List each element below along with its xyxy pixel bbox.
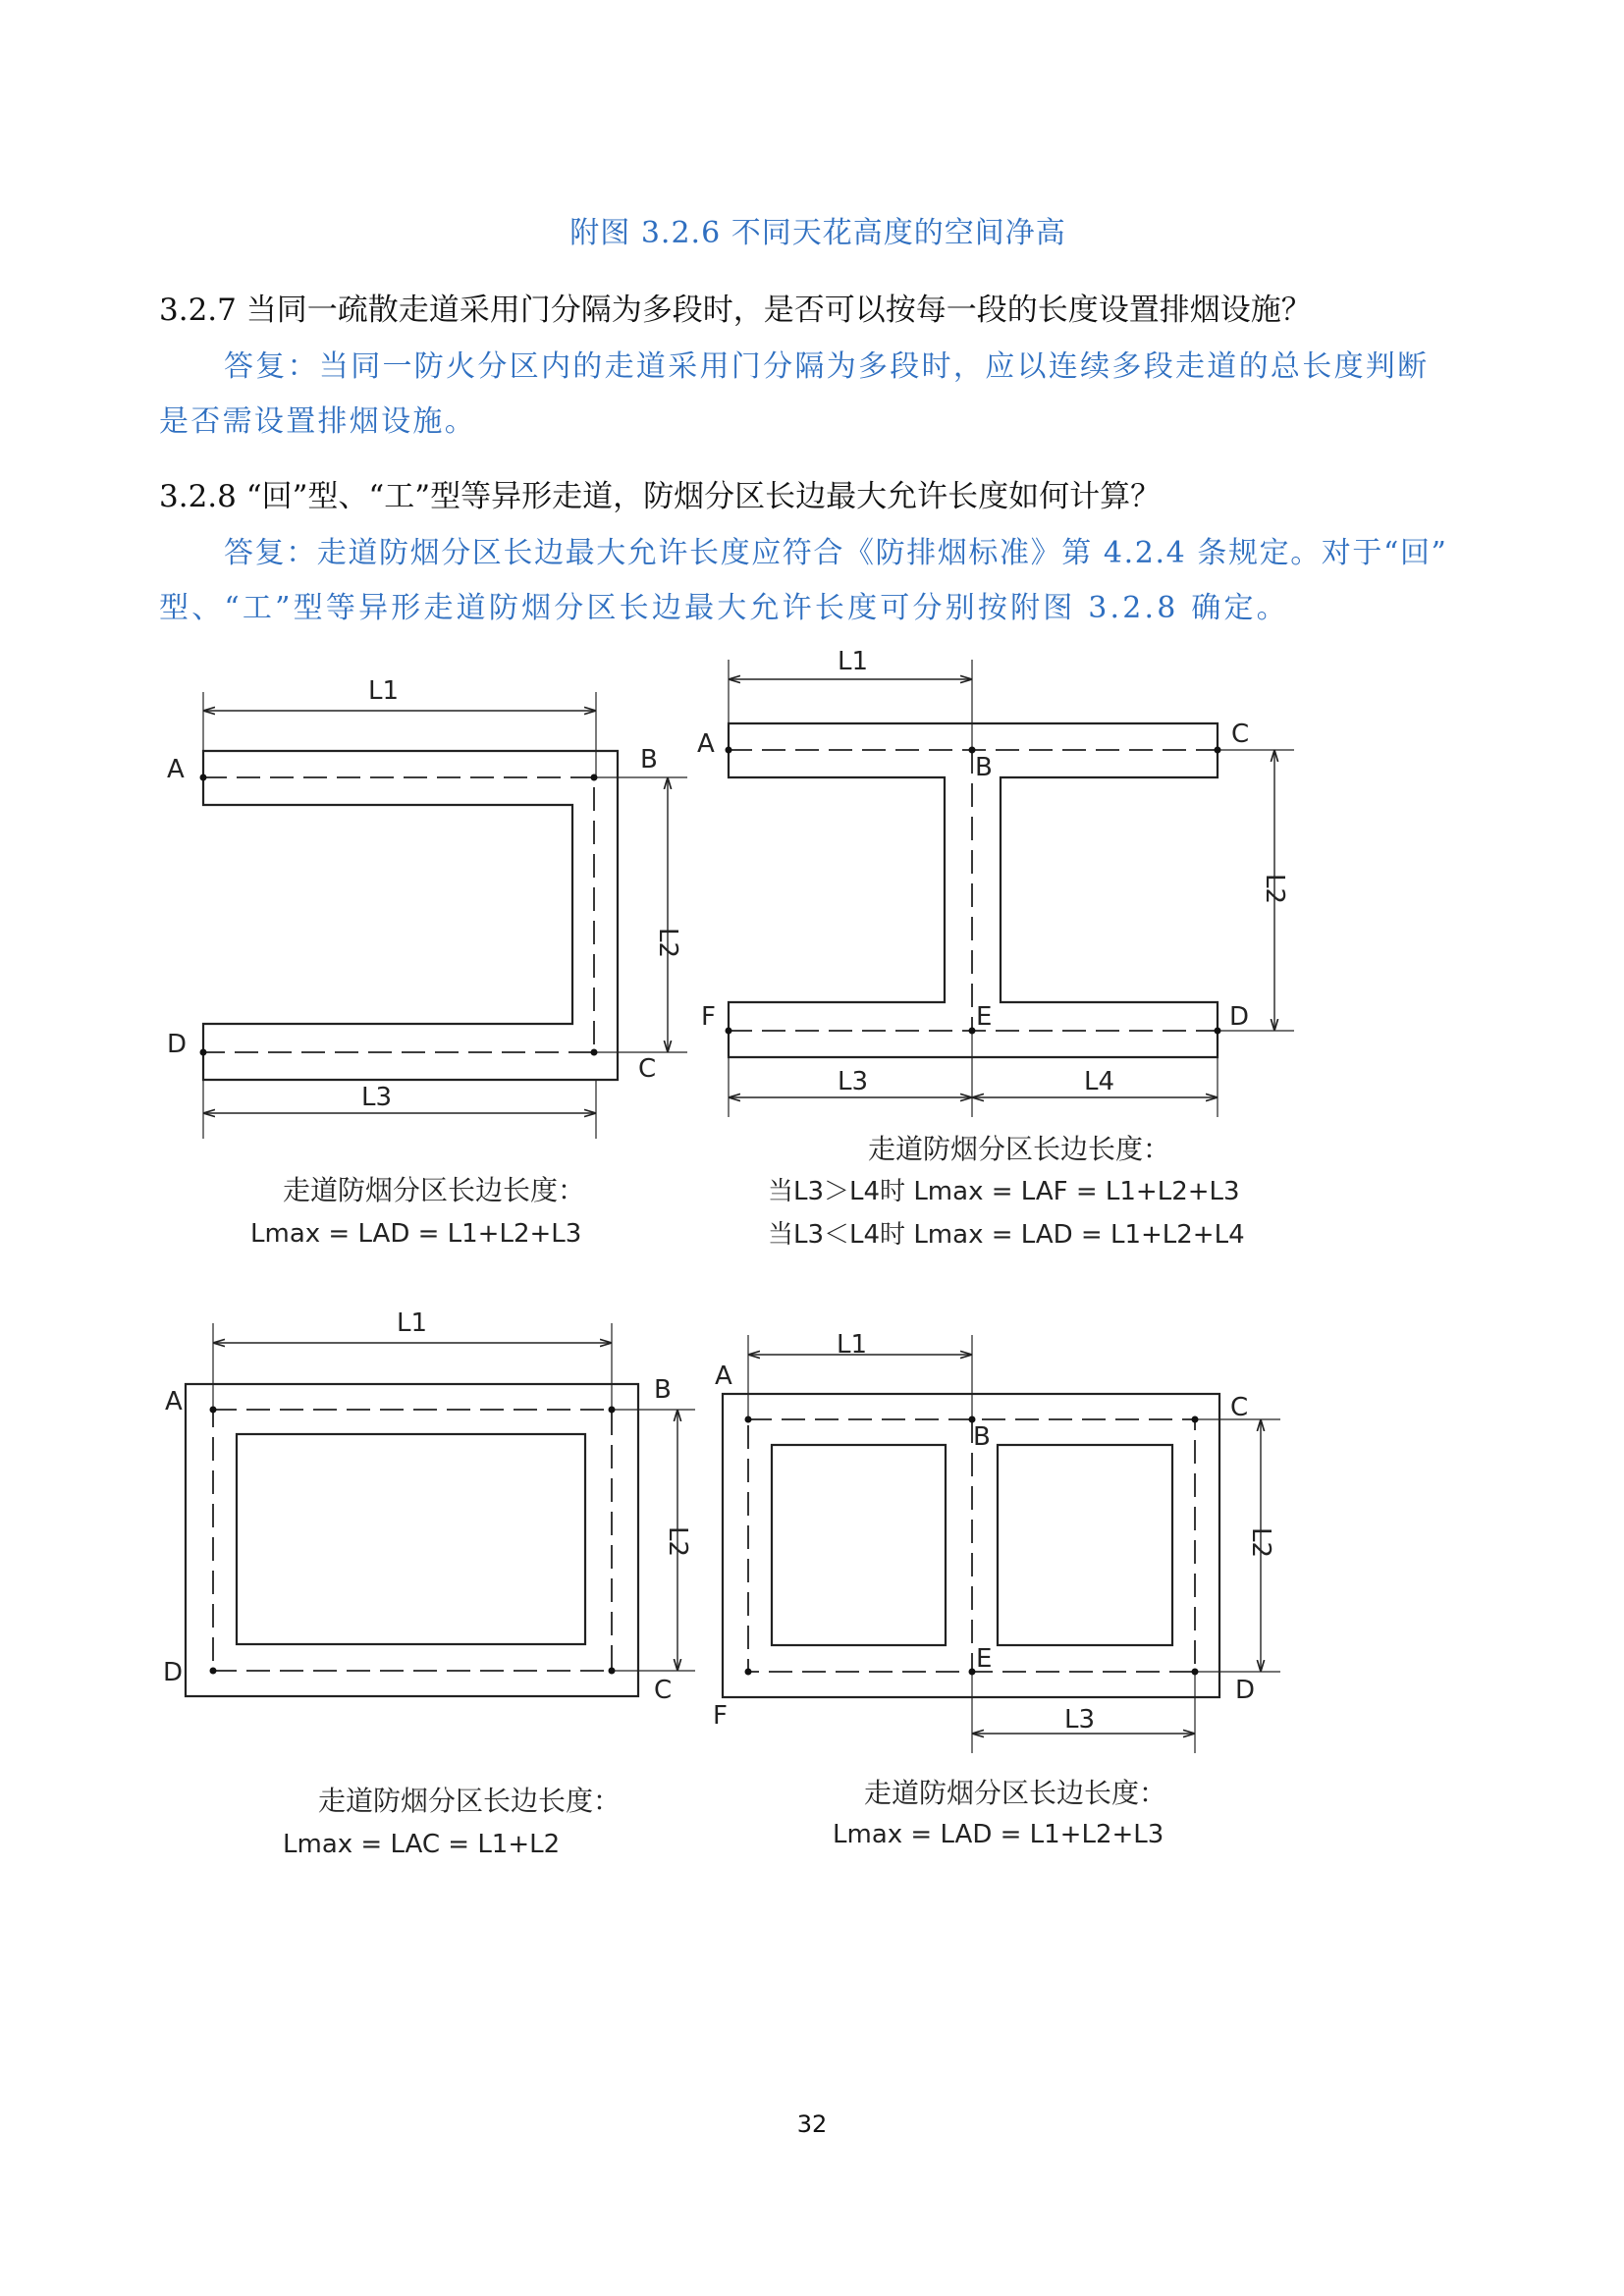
ring-points xyxy=(210,1407,616,1675)
i-point-f: F xyxy=(701,1002,716,1032)
dring-point-f: F xyxy=(713,1701,728,1731)
ring-point-d: D xyxy=(163,1658,184,1687)
double-ring-diagram xyxy=(723,1335,1280,1753)
ring-formula: Lmax = LAC = L1+L2 xyxy=(283,1830,561,1859)
dring-point-b: B xyxy=(973,1422,991,1452)
answer-3-2-8-line1: 答复：走道防烟分区长边最大允许长度应符合《防排烟标准》第 4.2.4 条规定。对于“回” xyxy=(224,536,1448,570)
double-ring-title: 走道防烟分区长边长度： xyxy=(864,1777,1167,1809)
u-dim-l2: L2 xyxy=(653,928,682,959)
u-shape-points xyxy=(200,774,598,1056)
i-shape-title: 走道防烟分区长边长度： xyxy=(868,1133,1171,1165)
u-point-b: B xyxy=(640,745,658,774)
dring-point-a: A xyxy=(715,1362,732,1391)
dring-dim-l1: L1 xyxy=(837,1330,868,1360)
ring-diagram xyxy=(186,1323,695,1696)
u-point-c: C xyxy=(638,1054,657,1084)
dring-dim-l3: L3 xyxy=(1064,1705,1096,1735)
page-number: 32 xyxy=(796,2110,828,2138)
i-dim-l3: L3 xyxy=(838,1067,869,1096)
u-point-a: A xyxy=(167,755,185,784)
i-shape-points xyxy=(726,747,1221,1035)
question-3-2-8: 3.2.8 “回”型、“工”型等异形走道，防烟分区长边最大允许长度如何计算？ xyxy=(159,479,1162,514)
i-shape-formula-2: 当L3＜L4时 Lmax = LAD = L1+L2+L4 xyxy=(768,1220,1245,1250)
answer-3-2-8-line2: 型、“工”型等异形走道防烟分区长边最大允许长度可分别按附图 3.2.8 确定。 xyxy=(159,591,1289,625)
i-point-a: A xyxy=(697,729,715,759)
ring-dim-l1: L1 xyxy=(397,1308,428,1338)
i-point-c: C xyxy=(1231,720,1250,749)
question-3-2-7: 3.2.7 当同一疏散走道采用门分隔为多段时，是否可以按每一段的长度设置排烟设施？ xyxy=(159,293,1312,328)
figure-caption: 附图 3.2.6 不同天花高度的空间净高 xyxy=(569,216,1066,250)
u-dim-l1: L1 xyxy=(368,676,400,706)
i-point-d: D xyxy=(1229,1002,1250,1032)
answer-3-2-7-line1: 答复：当同一防火分区内的走道采用门分隔为多段时，应以连续多段走道的总长度判断 xyxy=(224,349,1430,384)
i-dim-l1: L1 xyxy=(838,647,869,676)
i-shape-diagram xyxy=(729,660,1294,1117)
i-dim-l4: L4 xyxy=(1084,1067,1115,1096)
dring-dim-l2: L2 xyxy=(1246,1527,1275,1559)
ring-point-a: A xyxy=(165,1387,183,1416)
i-point-e: E xyxy=(976,1002,993,1032)
double-ring-formula: Lmax = LAD = L1+L2+L3 xyxy=(833,1820,1164,1849)
u-shape-formula: Lmax = LAD = L1+L2+L3 xyxy=(250,1219,582,1249)
dring-point-e: E xyxy=(976,1644,993,1674)
u-dim-l3: L3 xyxy=(361,1083,393,1112)
i-dim-l2: L2 xyxy=(1260,874,1289,905)
ring-point-b: B xyxy=(654,1375,672,1405)
ring-point-c: C xyxy=(654,1676,673,1705)
i-point-b: B xyxy=(975,753,993,782)
u-point-d: D xyxy=(167,1030,188,1059)
ring-dim-l2: L2 xyxy=(663,1526,692,1558)
i-shape-formula-1: 当L3＞L4时 Lmax = LAF = L1+L2+L3 xyxy=(768,1177,1240,1206)
dring-point-c: C xyxy=(1230,1393,1249,1422)
u-shape-title: 走道防烟分区长边长度： xyxy=(283,1174,586,1206)
answer-3-2-7-line2: 是否需设置排烟设施。 xyxy=(159,404,476,439)
dring-point-d: D xyxy=(1235,1676,1256,1705)
ring-title: 走道防烟分区长边长度： xyxy=(318,1785,622,1817)
u-shape-diagram xyxy=(203,692,687,1139)
